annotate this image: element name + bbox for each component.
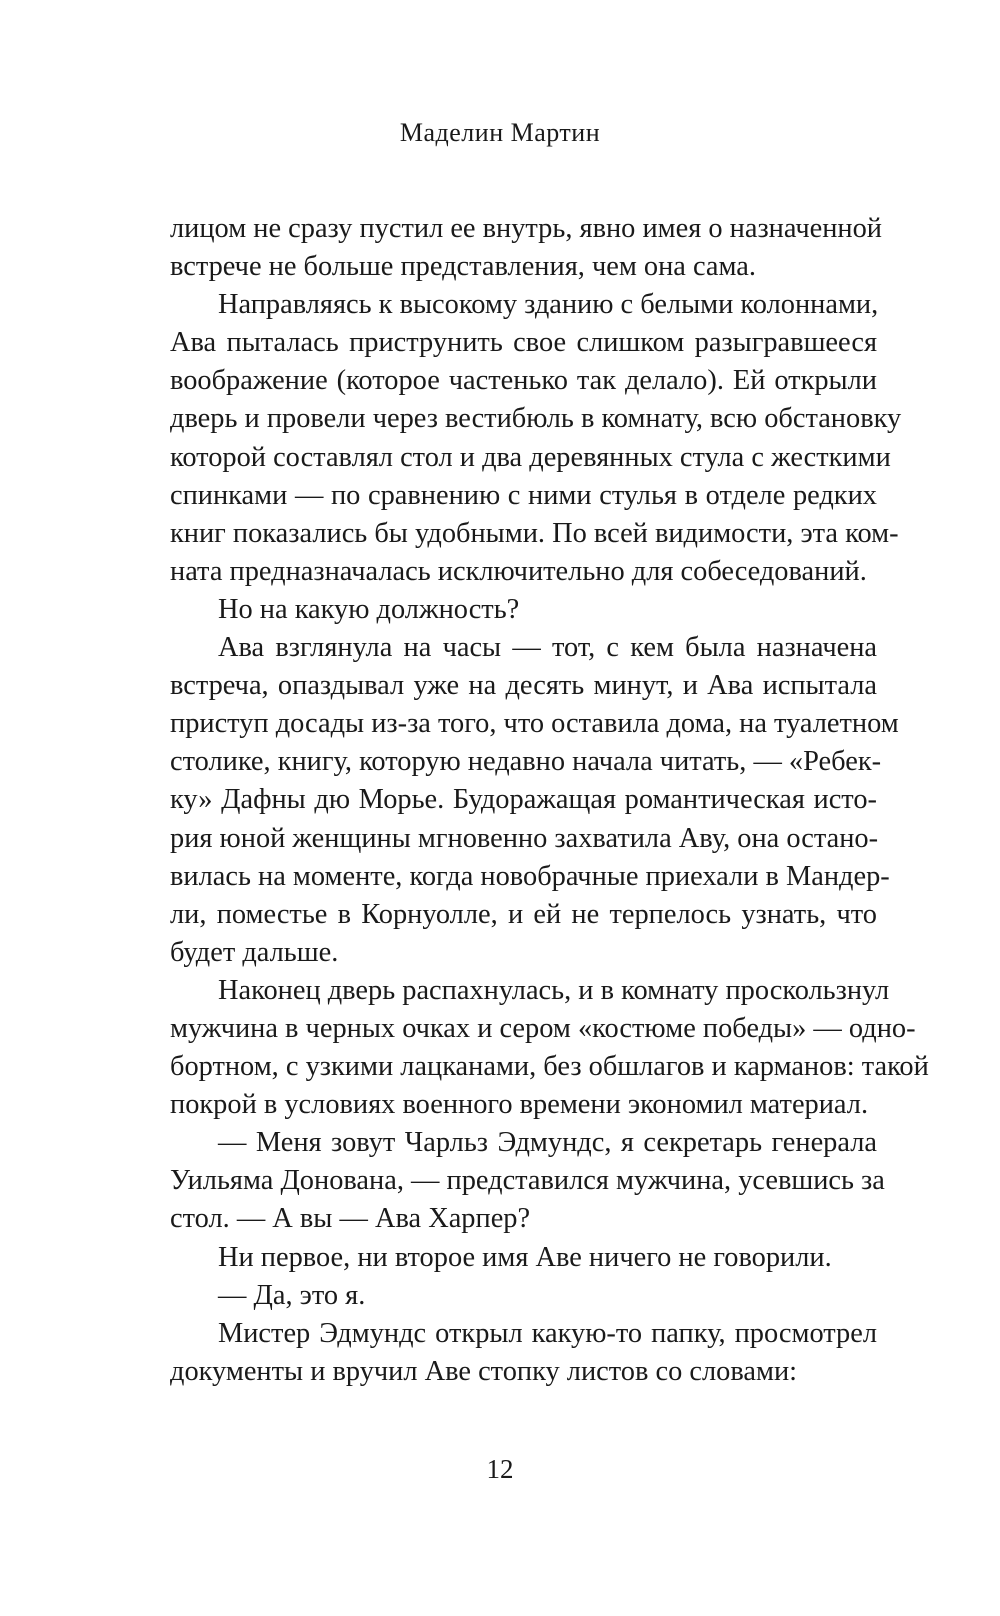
- text-line: столике, книгу, которую недавно начала читать, — «Ребек-: [170, 746, 882, 778]
- text-line: дверь и провели через вестибюль в комнату, всю обстановку: [170, 403, 902, 435]
- page-number: 12: [486, 1454, 514, 1484]
- text-line: лицом не сразу пустил ее внутрь, явно имея о назначенной: [170, 213, 882, 244]
- text-line: встреча, опаздывал уже на десять минут, и Ава испытала: [170, 670, 877, 702]
- text-line: Уильяма Донована, — представился мужчина, усевшись за: [170, 1165, 885, 1197]
- text-line: Но на какую должность?: [218, 593, 520, 625]
- text-line: мужчина в черных очках и сером «костюме победы» — одно-: [170, 1012, 916, 1044]
- text-line: документы и вручил Аве стопку листов со словами:: [170, 1355, 798, 1387]
- running-head-author: Маделин Мартин: [399, 118, 601, 147]
- text-line: которой составлял стол и два деревянных стула с жесткими: [170, 441, 891, 473]
- text-line: покрой в условиях военного времени экономил материал.: [170, 1089, 869, 1121]
- text-line: рия юной женщины мгновенно захватила Аву, она остано-: [170, 822, 879, 854]
- body-text: [170, 210, 929, 1391]
- text-line: ку» Дафны дю Морье. Будоражащая романтическая исто-: [170, 784, 877, 816]
- text-line: книг показались бы удобными. По всей видимости, эта ком-: [170, 517, 899, 549]
- text-line: будет дальше.: [170, 936, 339, 968]
- text-line: Направляясь к высокому зданию с белыми колоннами,: [218, 289, 879, 321]
- text-line: стол. — А вы — Ава Харпер?: [170, 1203, 531, 1235]
- text-line: воображение (которое частенько так делало). Ей открыли: [170, 365, 877, 397]
- text-line: Ава взглянула на часы — тот, с кем была назначена: [218, 632, 877, 664]
- text-line: встрече не больше представления, чем она сама.: [170, 251, 756, 283]
- text-line: вилась на моменте, когда новобрачные приехали в Мандер-: [170, 860, 890, 892]
- text-line: — Меня зовут Чарльз Эдмундс, я секретарь генерала: [218, 1127, 877, 1159]
- text-line: — Да, это я.: [218, 1279, 366, 1311]
- text-line: Мистер Эдмундс открыл какую-то папку, просмотрел: [218, 1317, 877, 1349]
- text-line: бортном, с узкими лацканами, без обшлагов и карманов: такой: [170, 1051, 929, 1083]
- text-line: Ни первое, ни второе имя Аве ничего не говорили.: [218, 1241, 832, 1273]
- text-line: приступ досады из-за того, что оставила дома, на туалетном: [170, 708, 899, 740]
- text-line: ли, поместье в Корнуолле, и ей не терпелось узнать, что: [170, 898, 877, 930]
- text-line: Наконец дверь распахнулась, и в комнату проскользнул: [218, 974, 890, 1006]
- text-line: спинками — по сравнению с ними стулья в отделе редких: [170, 479, 877, 511]
- text-line: ната предназначалась исключительно для собеседований.: [170, 555, 867, 587]
- text-line: Ава пыталась приструнить свое слишком разыгравшееся: [170, 327, 877, 359]
